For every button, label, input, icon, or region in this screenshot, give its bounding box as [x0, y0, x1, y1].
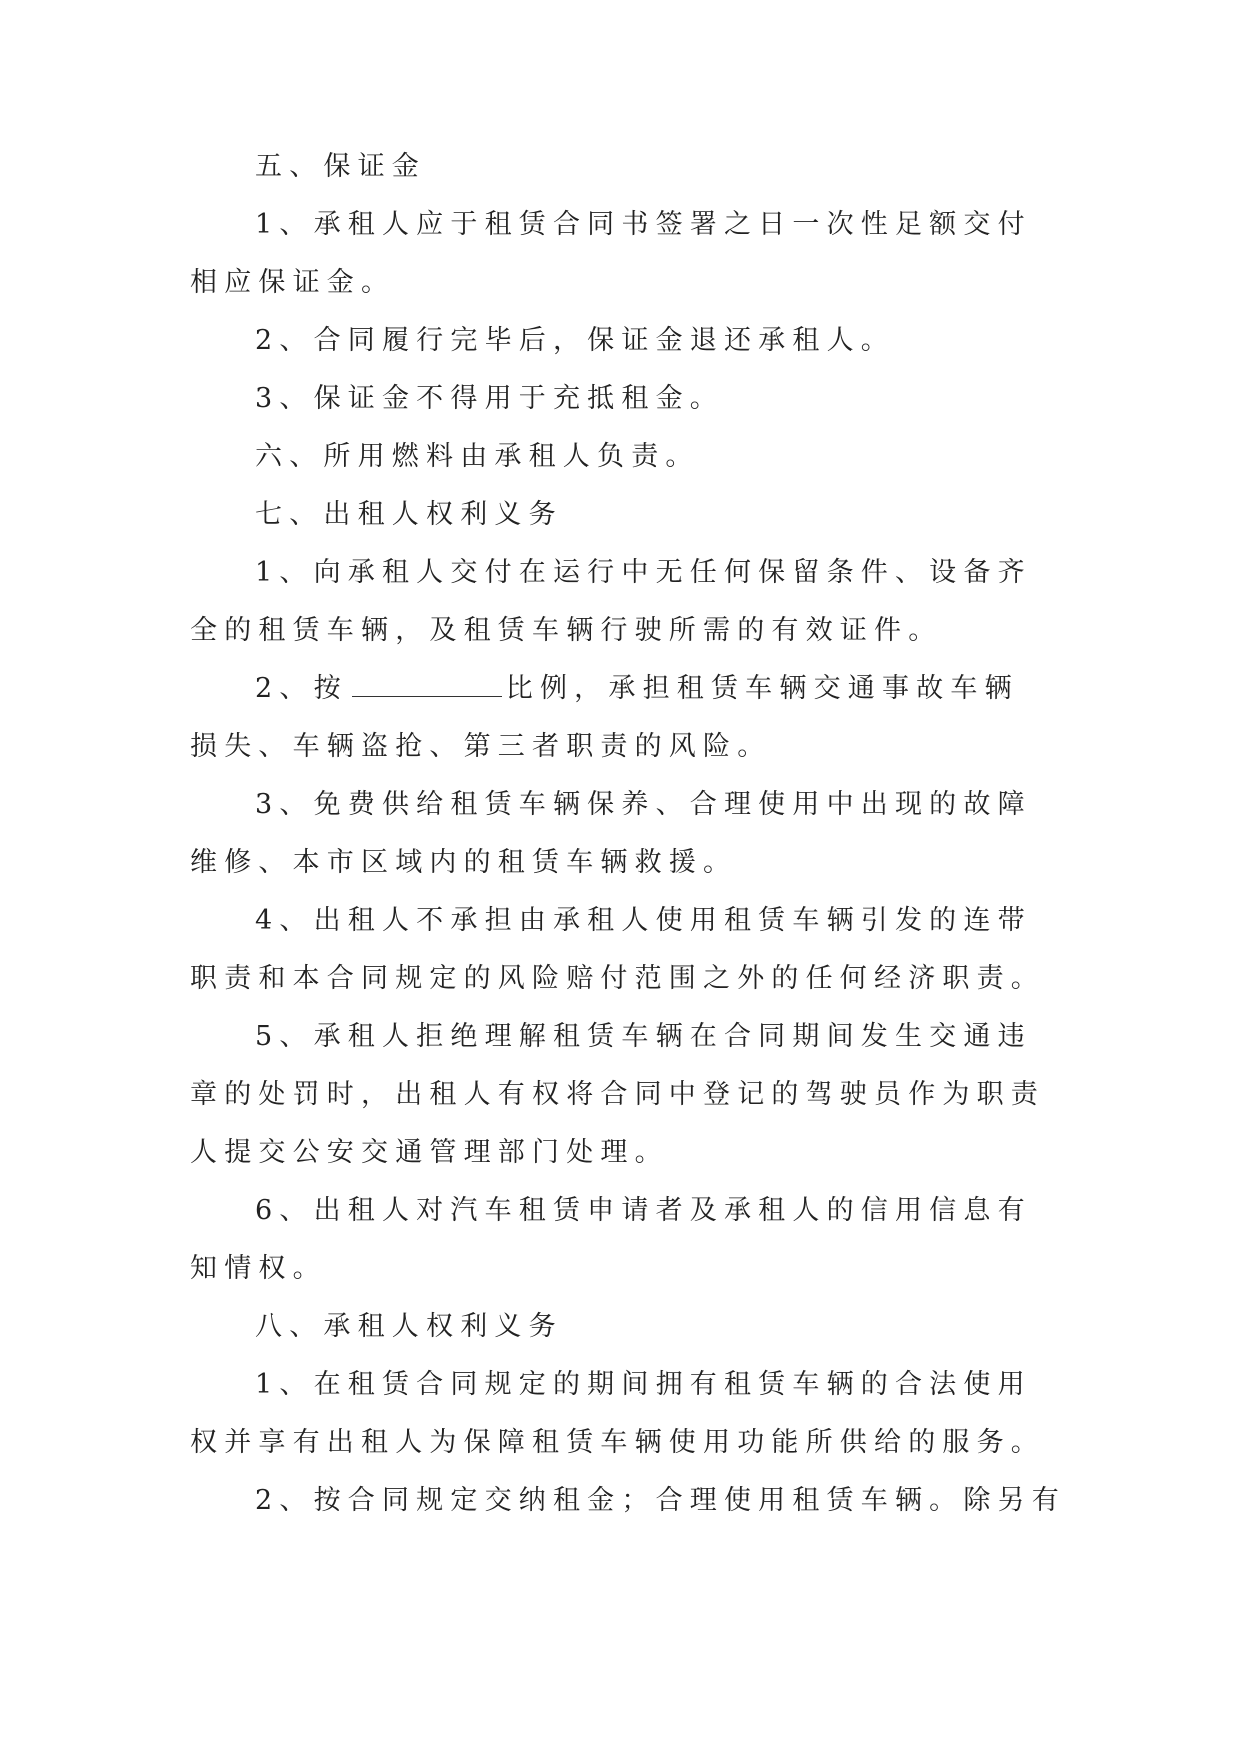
clause-paragraph: 2、按合同规定交纳租金；合理使用租赁车辆。除另有 — [255, 1485, 1066, 1516]
section-heading-lessee-rights: 八、承租人权利义务 — [255, 1311, 563, 1342]
section-heading-lessor-rights: 七、出租人权利义务 — [255, 499, 563, 530]
clause-text-before-blank: 2、按 — [255, 673, 348, 704]
clause-paragraph: 1、向承租人交付在运行中无任何保留条件、设备齐全的租赁车辆，及租赁车辆行驶所需的有效证件。 — [190, 557, 1032, 646]
clause-paragraph: 6、出租人对汽车租赁申请者及承租人的信用信息有知情权。 — [190, 1195, 1032, 1284]
fill-in-blank — [352, 676, 502, 697]
clause-paragraph: 5、承租人拒绝理解租赁车辆在合同期间发生交通违章的处罚时，出租人有权将合同中登记的驾驶员作为职责人提交公安交通管理部门处理。 — [190, 1021, 1045, 1168]
clause-paragraph: 1、在租赁合同规定的期间拥有租赁车辆的合法使用权并享有出租人为保障租赁车辆使用功能所供给的服务。 — [190, 1369, 1045, 1458]
clause-text-after-blank: 比例，承担租赁车辆交通事故车辆损失、车辆盗抢、第三者职责的风险。 — [190, 673, 1019, 762]
clause-paragraph: 4、出租人不承担由承租人使用租赁车辆引发的连带职责和本合同规定的风险赔付范围之外的任何经济职责。 — [190, 905, 1045, 994]
clause-paragraph: 1、承租人应于租赁合同书签署之日一次性足额交付相应保证金。 — [190, 209, 1032, 298]
clause-paragraph: 3、保证金不得用于充抵租金。 — [255, 383, 724, 414]
section-heading-deposit: 五、保证金 — [255, 151, 426, 182]
section-heading-fuel: 六、所用燃料由承租人负责。 — [255, 441, 700, 472]
clause-paragraph: 3、免费供给租赁车辆保养、合理使用中出现的故障维修、本市区域内的租赁车辆救援。 — [190, 789, 1032, 878]
clause-paragraph-with-blank — [190, 660, 1052, 776]
clause-paragraph: 2、合同履行完毕后，保证金退还承租人。 — [255, 325, 895, 356]
